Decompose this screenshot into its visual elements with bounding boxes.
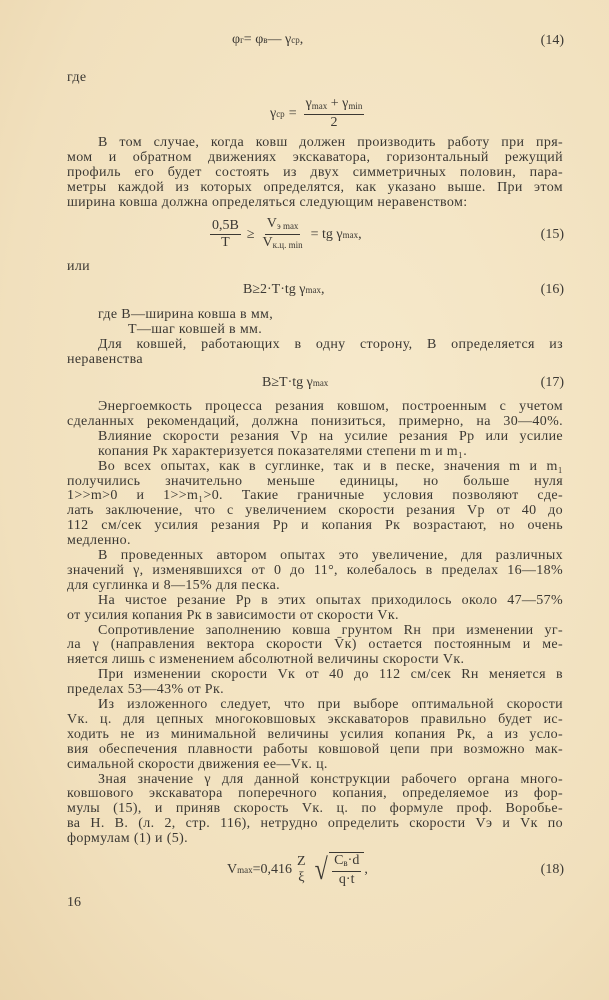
text-line: мом и обратном движениях экскаватора, горизонтальный режущий — [67, 150, 563, 165]
eq-sub: max — [311, 101, 328, 111]
page-number: 16 — [67, 895, 81, 910]
text-line: ходить не из минимальной величины усилия копания Pк, а из усло- — [67, 726, 563, 742]
text-line: няется лишь с изменением абсолютной величины скорости Vк. — [67, 652, 465, 668]
eq-sub: в — [263, 35, 268, 45]
text-line: где B—ширина ковша в мм, — [98, 307, 274, 322]
text-line: медленно. — [67, 533, 131, 549]
eq-sub: max — [237, 865, 253, 875]
text-line: Во всех опытах, как в суглинке, так и в песке, значения m и m₁ — [98, 458, 563, 474]
eq-sub: max — [305, 285, 321, 295]
eq-text: , — [299, 32, 304, 47]
equation-14 — [232, 32, 303, 48]
text-line: для суглинка и 8—15% для песка. — [67, 577, 281, 593]
text-line: 1>>m>0 и 1>>m₁>0. Такие граничные условия позволяют сде- — [67, 488, 563, 504]
eq-text: T — [221, 235, 230, 250]
text-line: ширина ковша должна определяться следующим неравенством: — [67, 195, 468, 210]
text-line: неравенства — [67, 352, 143, 367]
text-line: В проведенных автором опытах это увеличение, для различных — [98, 548, 563, 563]
eq-text: B≥2·T·tg γ — [243, 282, 306, 297]
eq-text: = — [288, 105, 297, 121]
fraction — [295, 854, 308, 886]
eq-sub: к.ц. min — [272, 240, 303, 250]
text-line: мулы (15), и приняв скорость Vк. ц. по формуле проф. Воробье- — [67, 801, 563, 817]
text-line: формулам (1) и (5). — [67, 831, 188, 847]
fraction — [332, 853, 361, 888]
eq-text: B≥T·tg γ — [262, 375, 313, 390]
text-line: от усилия копания Pк в зависимости от скорости Vк. — [67, 607, 399, 623]
eq-sub: в — [343, 858, 348, 868]
eq-text: + γ — [327, 96, 349, 111]
text-line: Для ковшей, работающих в одну сторону, B определяется из — [98, 337, 563, 352]
eq-text: γ — [270, 105, 277, 121]
eq-text: 2 — [330, 115, 338, 130]
text-line: Зная значение γ для данной конструкции рабочего органа много- — [98, 771, 563, 787]
text-line: метры каждой из которых определятся, как указано выше. При этом — [67, 180, 563, 195]
text-line: Энергоемкость процесса резания ковшом, построенным с учетом — [98, 399, 563, 414]
eq-text: =0,416 — [252, 862, 293, 877]
equation-gamma-cp — [270, 96, 367, 131]
equation-number: (14) — [540, 33, 564, 48]
equation-18 — [227, 852, 368, 888]
sqrt-sign: √ — [314, 853, 328, 886]
eq-text: , — [364, 862, 368, 877]
text-line: В том случае, когда ковш должен производить работу при пря- — [98, 135, 563, 150]
eq-text: ·d — [347, 853, 360, 868]
equation-15 — [207, 216, 362, 253]
text-line: сделанных рекомендаций, должна понизиться, примерно, на 30—40%. — [67, 413, 563, 429]
text-line: лать заключение, что с увеличением скорости резания Vр от 40 до — [67, 503, 563, 519]
eq-text: ≥ — [246, 226, 255, 242]
eq-text: ξ — [298, 870, 305, 885]
eq-sub: min — [348, 101, 363, 111]
text-line: Сопротивление заполнению ковша грунтом Rн при изменении уг- — [98, 622, 563, 638]
eq-text: V — [262, 235, 273, 250]
eq-sub: г — [240, 35, 244, 45]
fraction — [261, 216, 305, 253]
eq-text: φ — [232, 32, 241, 47]
text-line: Т—шаг ковшей в мм. — [128, 322, 263, 337]
text-line: ковшового экскаватора поперечного копания, определяемое из фор- — [67, 786, 563, 802]
equation-number: (18) — [540, 862, 564, 877]
eq-text: = φ — [243, 32, 264, 47]
eq-text: q·t — [338, 872, 355, 887]
eq-text: , — [320, 282, 325, 297]
text-line: Из изложенного следует, что при выборе оптимальной скорости — [98, 697, 563, 712]
text-line: симальной скорости движения ее—Vк. ц. — [67, 756, 328, 772]
text-where: где — [67, 70, 87, 85]
text-line: Vк. ц. для цепных многоковшовых экскаваторов правильно будет ис- — [67, 711, 563, 727]
text-line: вия обеспечения плавности работы ковшовой цепи при возможно мак- — [67, 741, 563, 757]
eq-text: 0,5B — [212, 218, 239, 233]
equation-16 — [243, 282, 324, 298]
text-line: получились значительно меньше единицы, но больше нуля — [67, 473, 563, 489]
equation-number: (17) — [540, 375, 564, 390]
fraction — [210, 218, 241, 251]
fraction — [304, 96, 365, 131]
equation-17 — [262, 375, 328, 391]
text-line: пределах 53—43% от Pк. — [67, 682, 224, 698]
text-line: ва Н. В. (л. 2, стр. 116), нетрудно определить скорости Vэ и Vк по — [67, 816, 563, 832]
text-or: или — [67, 259, 91, 274]
eq-text: Z — [297, 854, 306, 869]
eq-text: γ — [305, 96, 312, 111]
eq-text: = tg γ — [310, 226, 343, 242]
eq-sub: э max — [276, 221, 299, 231]
eq-sub: max — [342, 229, 359, 240]
eq-sub: max — [312, 378, 329, 388]
eq-text: V — [266, 216, 277, 231]
text-line: профиль его будет состоять из двух симметричных половин, пара- — [67, 165, 563, 180]
text-line: При изменении скорости Vк от 40 до 112 см/сек Rн меняется в — [98, 667, 563, 683]
text-line: ла γ (направления вектора скорости V̄к) остается постоянным и ме- — [67, 637, 563, 653]
text-line: 112 см/сек усилия резания Pр и копания Pк возрастают, но очень — [67, 518, 563, 534]
text-line: Влияние скорости резания Vр на усилие резания Pр или усилие — [98, 428, 563, 444]
eq-text: — γ — [267, 32, 292, 47]
eq-text: V — [227, 862, 238, 877]
eq-text: C — [334, 853, 344, 868]
text-line: копания Pк характеризуется показателями степени m и m₁. — [98, 443, 468, 459]
equation-number: (16) — [540, 282, 564, 297]
text-line: На чистое резание Pр в этих опытах приходилось около 47—57% — [98, 592, 563, 608]
eq-text: , — [358, 226, 362, 242]
eq-sub: ср — [276, 108, 285, 119]
eq-sub: ср — [291, 35, 300, 45]
text-line: значений γ, изменявшихся от 0 до 11°, колебалось в пределах 16—18% — [67, 562, 563, 578]
equation-number: (15) — [540, 227, 564, 242]
